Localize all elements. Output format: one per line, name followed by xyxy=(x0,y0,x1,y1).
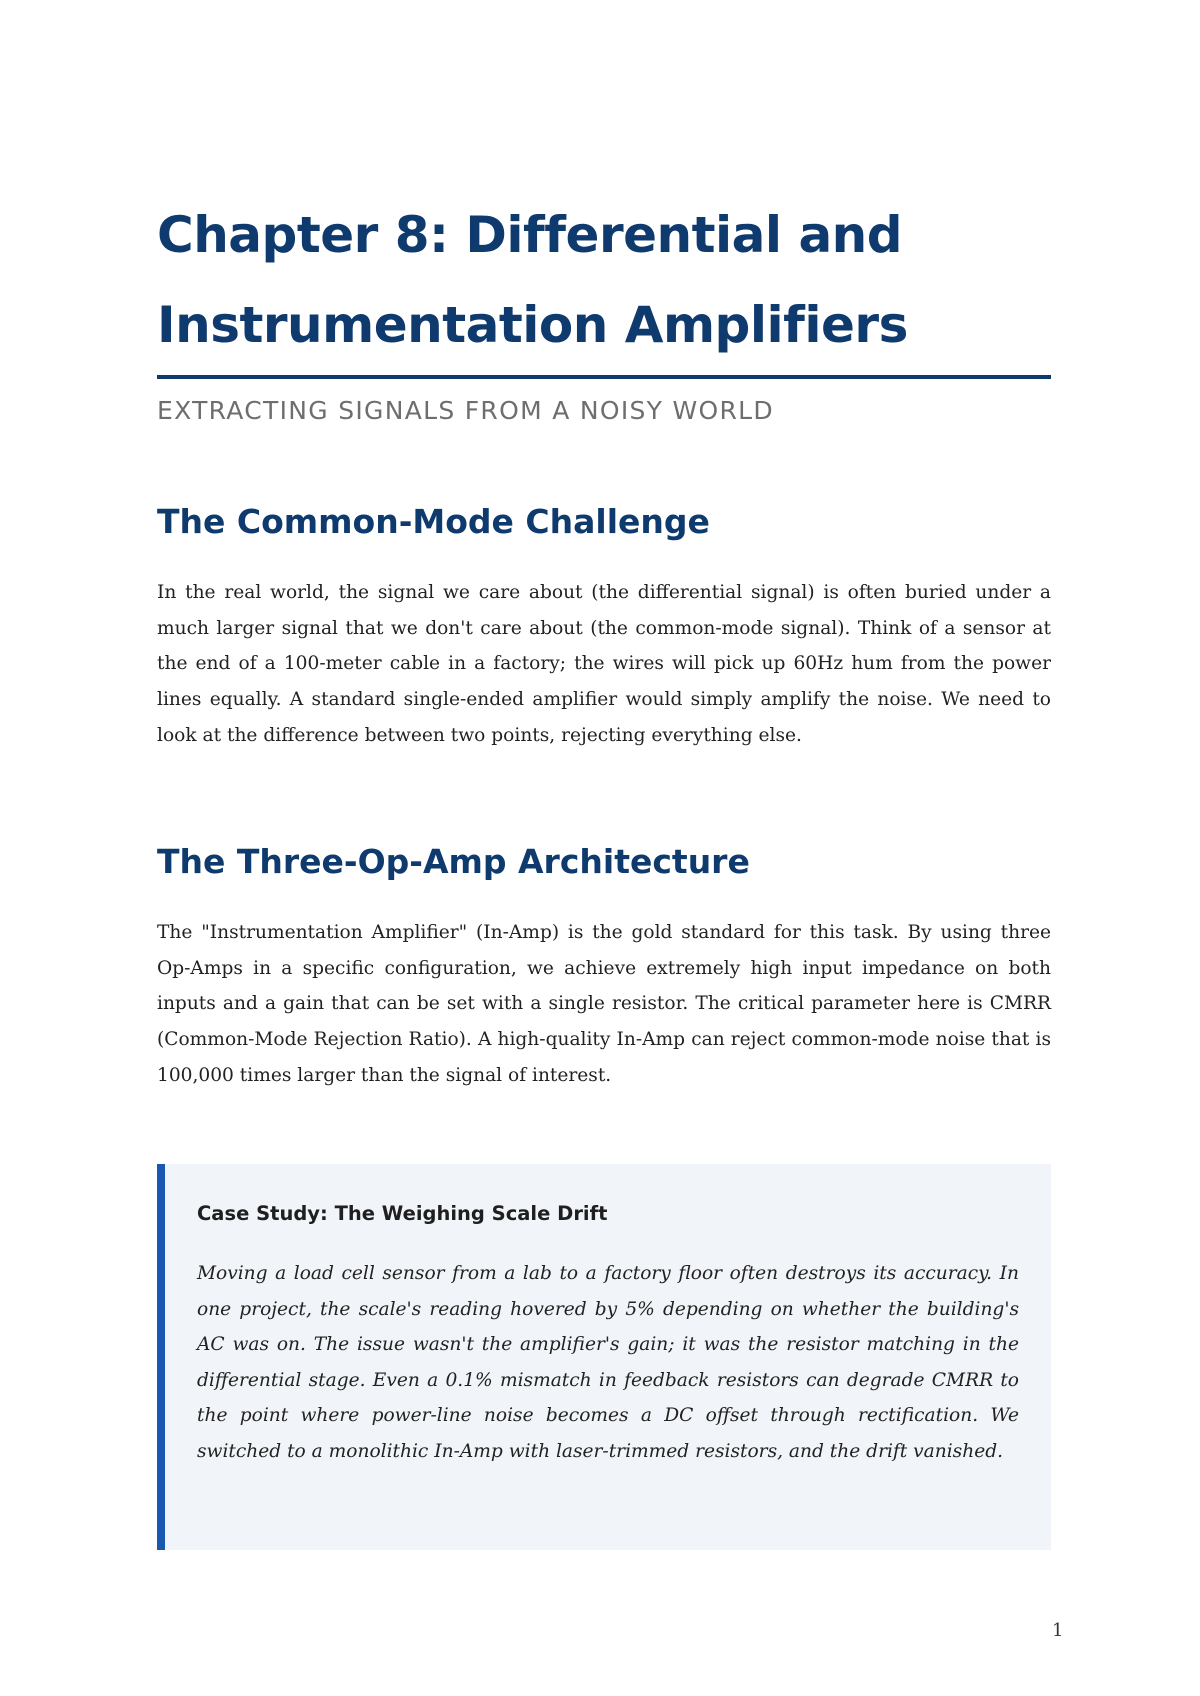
chapter-subtitle: EXTRACTING SIGNALS FROM A NOISY WORLD xyxy=(157,396,774,425)
section-body-common-mode: In the real world, the signal we care about (the differential signal) is often buried under a much larger signal that we don't care about (the common-mode signal). Think of a sensor at the end of a 100-meter cable in a factory; the wires will pick up 60Hz hum from the power lines equally. A standard single-ended amplifier would simply amplify the noise. We need to look at the difference between two points, rejecting everything else. xyxy=(157,582,1051,746)
section-body-three-op-amp: The "Instrumentation Amplifier" (In-Amp) is the gold standard for this task. By using three Op-Amps in a specific configuration, we achieve extremely high input impedance on both inputs and a gain that can be set with a single resistor. The critical parameter here is CMRR (Common-Mode Rejection Ratio). A high-quality In-Amp can reject common-mode noise that is 100,000 times larger than the signal of interest. xyxy=(157,922,1051,1086)
section-heading-common-mode: The Common-Mode Challenge xyxy=(157,502,710,541)
case-study-body: Moving a load cell sensor from a lab to a factory floor often destroys its accuracy. In one project, the scale's reading hovered by 5% depending on whether the building's AC was on. The issue wasn't the amplifier's gain; it was the resistor matching in the differential stage. Even a 0.1% mismatch in feedback resistors can degrade CMRR to the point where power-line noise becomes a DC offset through rectification. We switched to a monolithic In-Amp with laser-trimmed resistors, and the drift vanished. xyxy=(197,1263,1019,1462)
case-study-callout xyxy=(157,1164,1051,1550)
case-study-title: Case Study: The Weighing Scale Drift xyxy=(197,1202,608,1225)
chapter-title: Chapter 8: Differential and Instrumentation Amplifiers xyxy=(157,206,908,354)
section-heading-three-op-amp: The Three-Op-Amp Architecture xyxy=(157,842,750,881)
page-number: 1 xyxy=(1052,1620,1064,1641)
title-divider xyxy=(157,375,1051,379)
